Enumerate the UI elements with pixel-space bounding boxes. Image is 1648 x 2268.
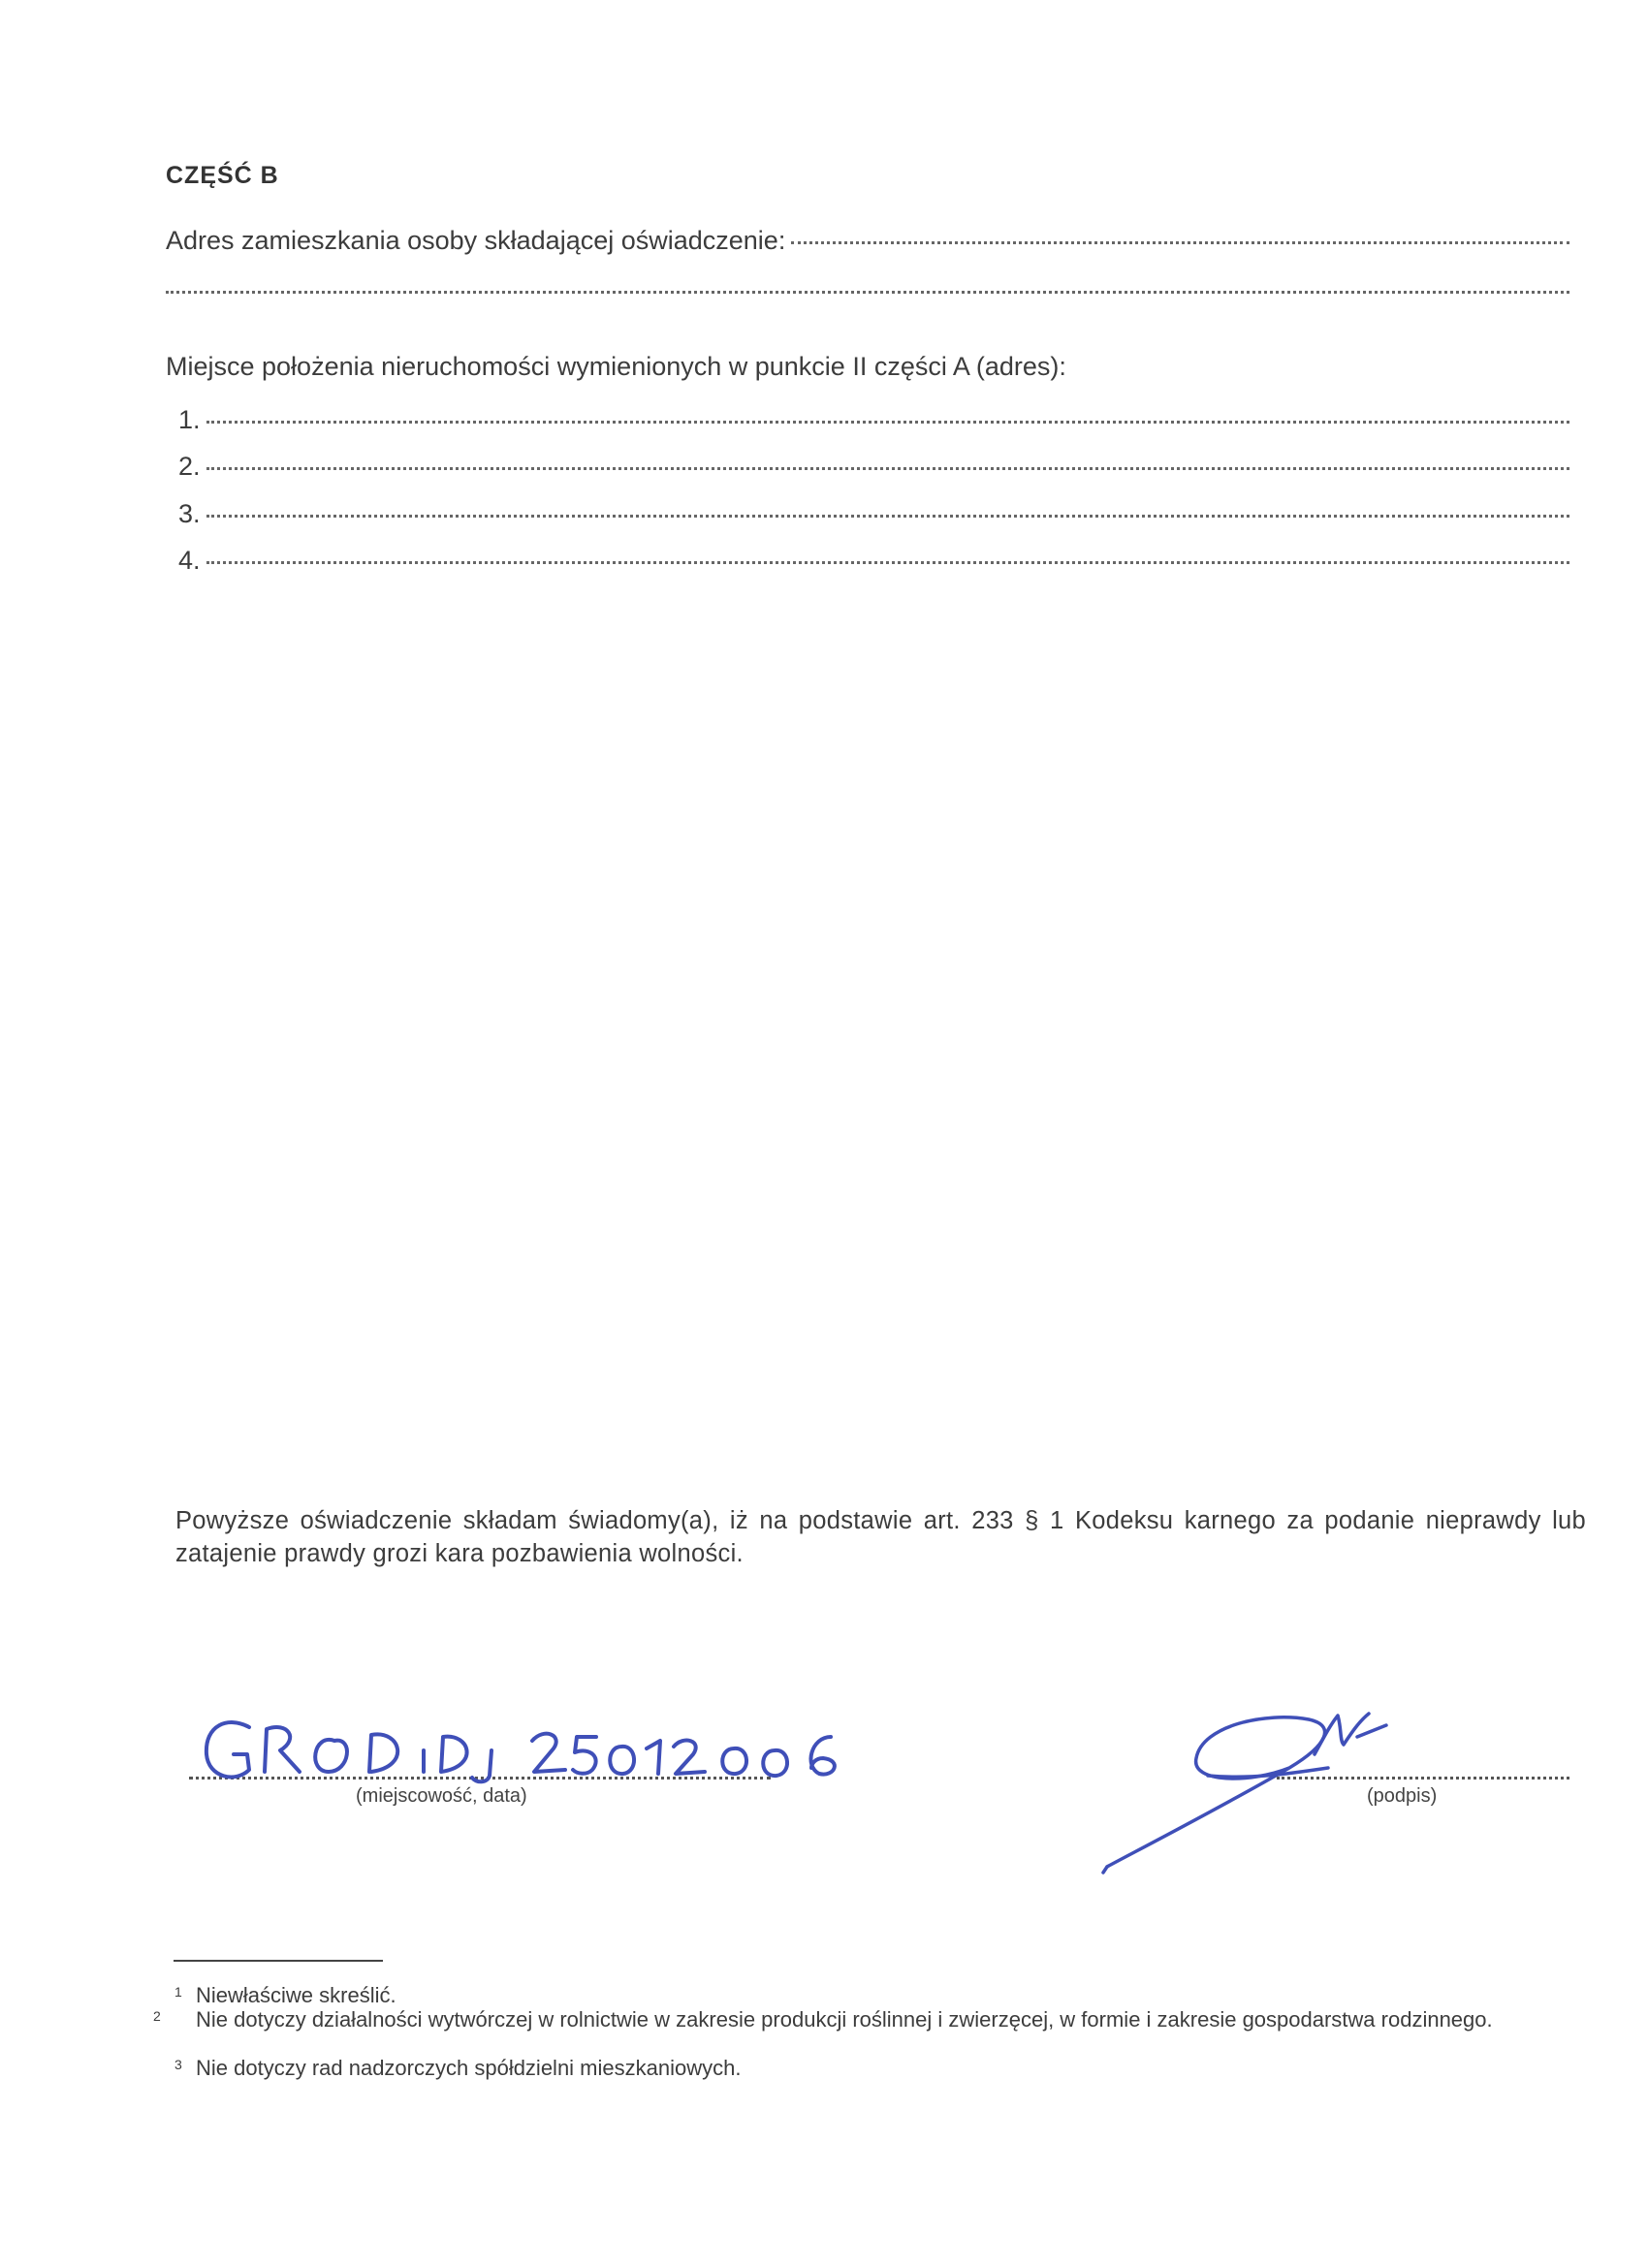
signature-image bbox=[1095, 1686, 1444, 1880]
property-line-3 bbox=[178, 499, 1569, 529]
property-number: 1. bbox=[178, 405, 201, 434]
footnote-3 bbox=[174, 2053, 741, 2080]
footnote-2 bbox=[153, 2004, 1611, 2032]
address-line bbox=[166, 226, 1569, 256]
footnote-text: Nie dotyczy działalności wytwórczej w rolnictwie w zakresie produkcji roślinnej i zwierzęcej, w formie i zakresie gospodarstwa rodzinnego. bbox=[196, 2007, 1493, 2032]
property-line-4 bbox=[178, 546, 1569, 576]
property-number: 4. bbox=[178, 546, 201, 575]
signature-caption: (podpis) bbox=[1367, 1785, 1438, 1807]
address-field-continuation[interactable] bbox=[166, 291, 1569, 294]
property-field-1[interactable] bbox=[206, 421, 1569, 424]
footnote-mark: 2 bbox=[153, 2008, 161, 2024]
footnote-mark: 1 bbox=[174, 1984, 182, 2000]
footnote-text: Nie dotyczy rad nadzorczych spółdzielni mieszkaniowych. bbox=[196, 2056, 742, 2080]
footnote-1 bbox=[174, 1980, 396, 2007]
property-field-4[interactable] bbox=[206, 561, 1569, 564]
property-field-2[interactable] bbox=[206, 467, 1569, 470]
footnote-text: Niewłaściwe skreślić. bbox=[196, 1983, 396, 2007]
property-number: 2. bbox=[178, 452, 201, 481]
footnote-divider bbox=[174, 1960, 383, 1962]
address-field[interactable] bbox=[791, 241, 1569, 244]
footnote-mark: 3 bbox=[174, 2057, 182, 2072]
address-label: Adres zamieszkania osoby składającej oświadczenie: bbox=[166, 226, 786, 255]
property-label: Miejsce położenia nieruchomości wymienionych w punkcie II części A (adres): bbox=[166, 352, 1066, 381]
handwritten-place-date bbox=[199, 1708, 858, 1801]
section-title: CZĘŚĆ B bbox=[166, 162, 279, 189]
property-field-3[interactable] bbox=[206, 515, 1569, 518]
property-line-1 bbox=[178, 405, 1569, 435]
property-number: 3. bbox=[178, 499, 201, 528]
property-line-2 bbox=[178, 452, 1569, 482]
place-date-caption: (miejscowość, data) bbox=[356, 1785, 527, 1807]
statement-text: Powyższe oświadczenie składam świadomy(a), iż na podstawie art. 233 § 1 Kodeksu karnego za podanie nieprawdy lub zatajenie prawdy grozi kara pozbawienia wolności. bbox=[175, 1507, 1586, 1567]
